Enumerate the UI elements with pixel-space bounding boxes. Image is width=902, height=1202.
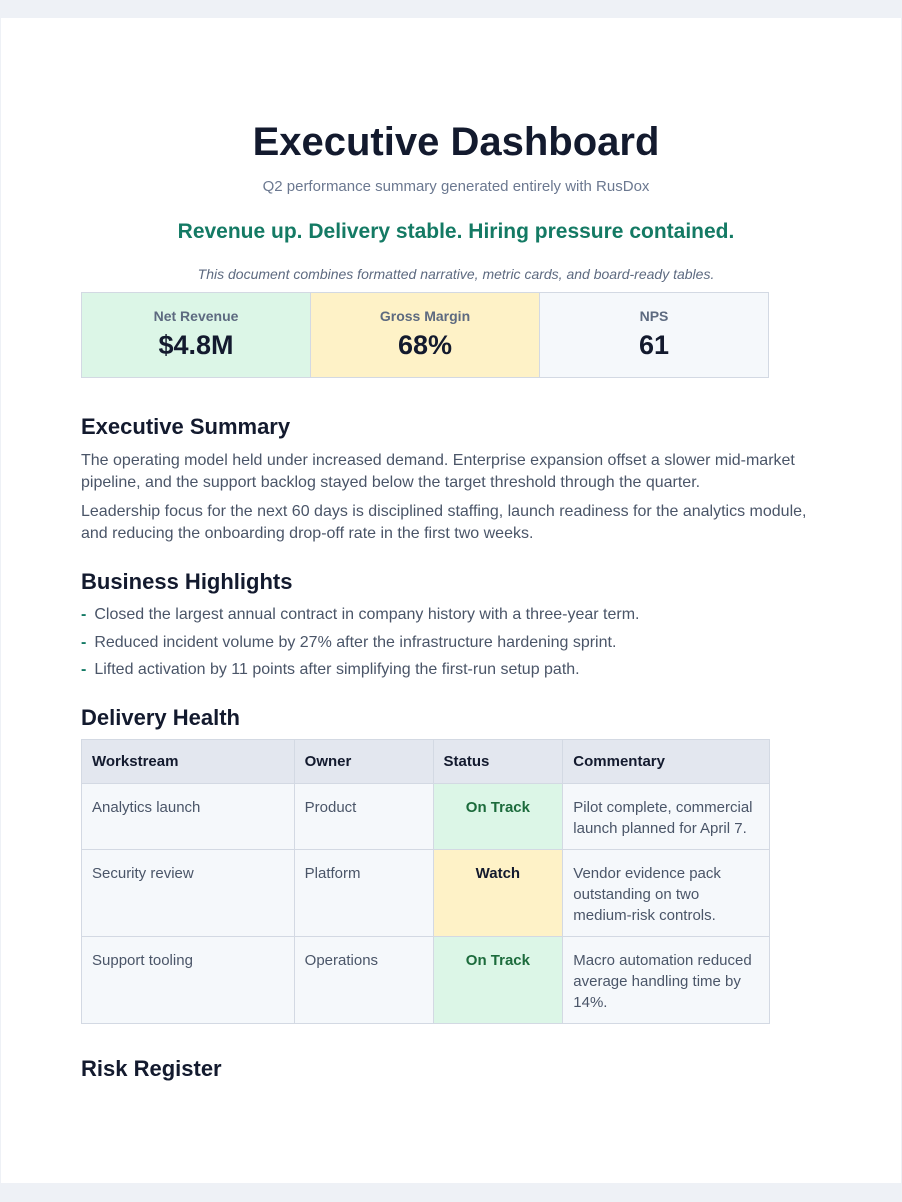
list-item bbox=[81, 604, 821, 626]
owner-cell: Product bbox=[294, 784, 433, 850]
column-header: Workstream bbox=[82, 740, 295, 784]
business-highlights-heading: Business Highlights bbox=[81, 569, 293, 594]
document-note: This document combines formatted narrative, metric cards, and board-ready tables. bbox=[197, 266, 715, 282]
metric-label: Gross Margin bbox=[379, 308, 471, 324]
workstream-cell: Support tooling bbox=[82, 937, 295, 1024]
column-header: Status bbox=[433, 740, 563, 784]
list-item bbox=[81, 659, 821, 681]
summary-paragraph: Leadership focus for the next 60 days is disciplined staffing, launch readiness for the analytics module, and reducing the onboarding drop-off rate in the first two weeks. bbox=[81, 503, 807, 542]
workstream-cell: Security review bbox=[82, 850, 295, 937]
metric-value: 68% bbox=[397, 330, 453, 360]
column-header: Commentary bbox=[563, 740, 770, 784]
metric-label: Net Revenue bbox=[153, 308, 239, 324]
highlights-list bbox=[81, 604, 821, 687]
status-badge: On Track bbox=[433, 784, 563, 850]
summary-paragraph: The operating model held under increased demand. Enterprise expansion offset a slower mid-market pipeline, and the support backlog stayed below the target threshold through the quarter. bbox=[81, 452, 795, 491]
metric-value: 61 bbox=[638, 330, 670, 360]
page-title: Executive Dashboard bbox=[252, 120, 660, 164]
metric-cards bbox=[81, 292, 769, 378]
document-page bbox=[1, 18, 901, 1183]
column-header: Owner bbox=[294, 740, 433, 784]
list-item-text: Reduced incident volume by 27% after the infrastructure hardening sprint. bbox=[94, 633, 617, 651]
metric-value: $4.8M bbox=[158, 330, 234, 360]
owner-cell: Platform bbox=[294, 850, 433, 937]
commentary-cell: Pilot complete, commercial launch planned for April 7. bbox=[563, 784, 770, 850]
metric-card-nps bbox=[540, 293, 768, 377]
list-item-text: Lifted activation by 11 points after simplifying the first-run setup path. bbox=[94, 661, 580, 678]
metric-label: NPS bbox=[639, 308, 669, 324]
bullet-marker: - bbox=[81, 633, 87, 651]
workstream-cell: Analytics launch bbox=[82, 784, 295, 850]
bullet-marker: - bbox=[81, 661, 87, 678]
commentary-cell: Macro automation reduced average handling time by 14%. bbox=[563, 937, 770, 1024]
delivery-health-heading: Delivery Health bbox=[81, 705, 240, 730]
risk-register-heading: Risk Register bbox=[81, 1056, 222, 1081]
metric-card-gross-margin bbox=[311, 293, 540, 377]
status-badge: Watch bbox=[433, 850, 563, 937]
owner-cell: Operations bbox=[294, 937, 433, 1024]
table-header-row bbox=[82, 740, 770, 784]
table-row bbox=[82, 784, 770, 850]
metric-card-net-revenue bbox=[82, 293, 311, 377]
headline: Revenue up. Delivery stable. Hiring pressure contained. bbox=[177, 220, 735, 243]
delivery-health-table bbox=[81, 739, 770, 1024]
status-badge: On Track bbox=[433, 937, 563, 1024]
page-subtitle: Q2 performance summary generated entirely with RusDox bbox=[262, 178, 650, 195]
executive-summary-heading: Executive Summary bbox=[81, 414, 291, 439]
bullet-marker: - bbox=[81, 606, 87, 623]
table-row bbox=[82, 850, 770, 937]
list-item bbox=[81, 632, 821, 654]
list-item-text: Closed the largest annual contract in company history with a three-year term. bbox=[94, 606, 640, 623]
commentary-cell: Vendor evidence pack outstanding on two medium-risk controls. bbox=[563, 850, 770, 937]
table-row bbox=[82, 937, 770, 1024]
